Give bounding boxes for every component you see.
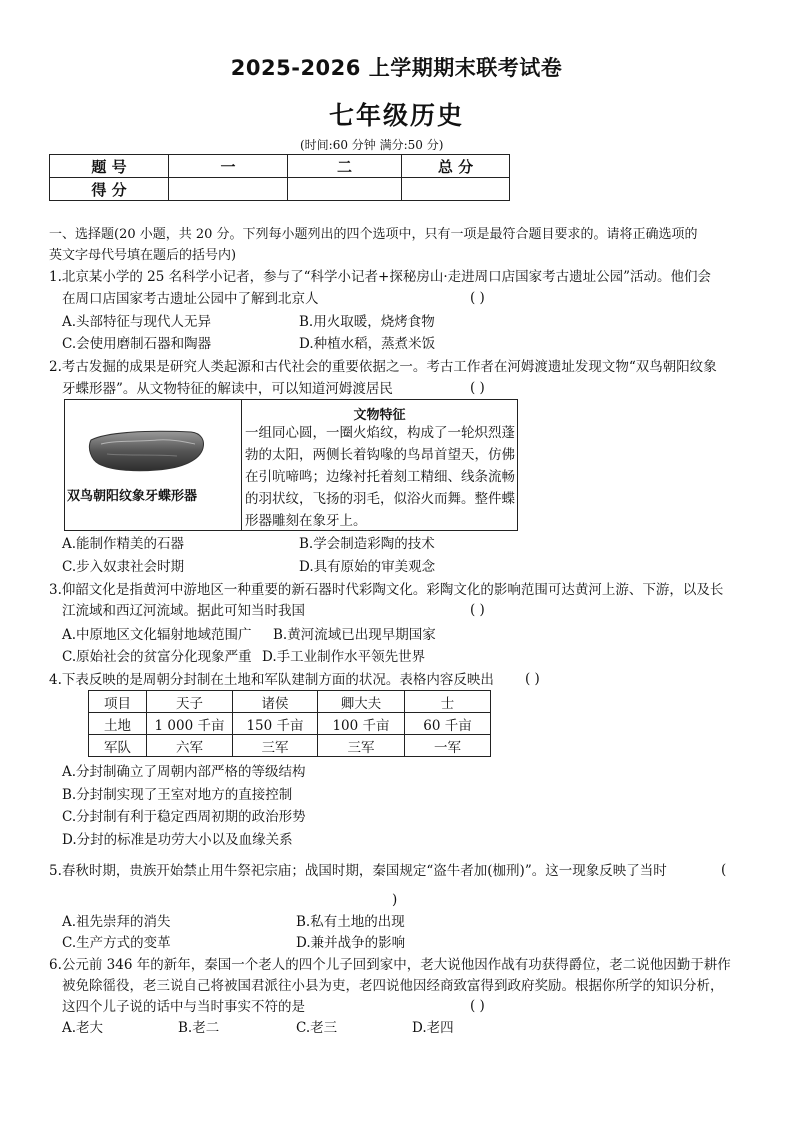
answer-blank[interactable]: ( )	[470, 290, 485, 306]
ivory-butterfly-artifact-icon	[87, 426, 207, 474]
score-input-cell[interactable]	[169, 178, 288, 201]
q6-option-b[interactable]: B.老二	[178, 1020, 220, 1036]
answer-blank[interactable]: ( )	[470, 380, 485, 396]
feudal-table	[88, 690, 491, 757]
q5-option-b[interactable]: B.私有土地的出现	[296, 914, 405, 930]
answer-blank[interactable]: ( )	[470, 998, 485, 1014]
question-3-text: 3.仰韶文化是指黄河中游地区一种重要的新石器时代彩陶文化。彩陶文化的影响范围可达黄河上游、下游，以及长	[49, 582, 724, 598]
q1-option-b[interactable]: B.用火取暖，烧烤食物	[299, 314, 435, 330]
feudal-cell: 六军	[147, 735, 233, 757]
relic-feature-text: 一组同心圆，一圈火焰纹，构成了一轮炽烈蓬勃的太阳，两侧长着钩喙的鸟昂首望天，仿佛在引吭啼鸣；边缘衬托着刻工精细、线条流畅的羽状纹，飞扬的羽毛，似浴火而舞。整件蝶形器雕刻在象牙上。	[245, 425, 515, 529]
score-header-cell: 题 号	[50, 155, 169, 178]
feudal-header-cell: 天子	[147, 691, 233, 713]
question-3-text: 江流域和西辽河流域。据此可知当时我国	[62, 603, 305, 619]
section-instruction-line: 英文字母代号填在题后的括号内)	[49, 248, 237, 263]
question-2-text: 2.考古发掘的成果是研究人类起源和古代社会的重要依据之一。考古工作者在河姆渡遗址发现文物“双鸟朝阳纹象	[49, 359, 717, 375]
question-2-text: 牙蝶形器”。从文物特征的解读中，可以知道河姆渡居民	[62, 381, 393, 397]
q3-option-c[interactable]: C.原始社会的贫富分化现象严重	[62, 649, 252, 665]
feudal-cell: 三军	[233, 735, 318, 757]
score-input-cell[interactable]	[402, 178, 510, 201]
q4-option-d[interactable]: D.分封的标准是功劳大小以及血缘关系	[62, 832, 293, 848]
q5-option-d[interactable]: D.兼并战争的影响	[296, 935, 406, 951]
feudal-header-cell: 项目	[89, 691, 147, 713]
score-header-cell: 一	[169, 155, 288, 178]
answer-blank[interactable]: ( )	[525, 671, 540, 687]
relic-image-cell	[65, 400, 242, 530]
q6-option-d[interactable]: D.老四	[412, 1020, 454, 1036]
q3-option-b[interactable]: B.黄河流域已出现早期国家	[273, 627, 436, 643]
relic-name: 双鸟朝阳纹象牙蝶形器	[67, 489, 198, 504]
question-5-text: 5.春秋时期，贵族开始禁止用牛祭祀宗庙；战国时期，秦国规定“盗牛者加(枷刑)”。这一现象反映了当时	[49, 863, 667, 879]
feudal-cell: 100 千亩	[318, 713, 405, 735]
score-header-cell: 总 分	[402, 155, 510, 178]
relic-table	[64, 399, 518, 531]
answer-blank-open[interactable]: (	[721, 862, 727, 878]
score-input-cell[interactable]	[288, 178, 402, 201]
subject-title: 七年级历史	[328, 101, 464, 130]
q1-option-c[interactable]: C.会使用磨制石器和陶器	[62, 336, 212, 352]
relic-feature-cell	[242, 400, 517, 530]
score-table	[49, 154, 510, 201]
feudal-header-cell: 诸侯	[233, 691, 318, 713]
question-4-text: 4.下表反映的是周朝分封制在土地和军队建制方面的状况。表格内容反映出	[49, 672, 494, 688]
q1-option-a[interactable]: A.头部特征与现代人无异	[62, 314, 212, 330]
section-instruction-line: 一、选择题(20 小题，共 20 分。下列每小题列出的四个选项中，只有一项是最符合题目要求的。请将正确选项的	[49, 227, 698, 242]
question-6-text: 这四个儿子说的话中与当时事实不符的是	[62, 999, 305, 1015]
feudal-cell: 150 千亩	[233, 713, 318, 735]
question-1-text: 在周口店国家考古遗址公园中了解到北京人	[62, 291, 319, 307]
feudal-cell: 1 000 千亩	[147, 713, 233, 735]
feudal-header-cell: 卿大夫	[318, 691, 405, 713]
score-label-cell: 得 分	[50, 178, 169, 201]
q2-option-b[interactable]: B.学会制造彩陶的技术	[299, 536, 435, 552]
q2-option-c[interactable]: C.步入奴隶社会时期	[62, 559, 185, 575]
q4-option-b[interactable]: B.分封制实现了王室对地方的直接控制	[62, 787, 293, 803]
question-1-text: 1.北京某小学的 25 名科学小记者，参与了“科学小记者+探秘房山·走进周口店国家考古遗址公园”活动。他们会	[49, 269, 712, 285]
q6-option-a[interactable]: A.老大	[62, 1020, 104, 1036]
feudal-cell: 60 千亩	[405, 713, 491, 735]
q4-option-a[interactable]: A.分封制确立了周朝内部严格的等级结构	[62, 764, 306, 780]
q4-option-c[interactable]: C.分封制有利于稳定西周初期的政治形势	[62, 809, 306, 825]
q3-option-d[interactable]: D.手工业制作水平领先世界	[262, 649, 426, 665]
q2-option-d[interactable]: D.具有原始的审美观念	[299, 559, 436, 575]
q1-option-d[interactable]: D.种植水稻，蒸煮米饭	[299, 336, 436, 352]
feudal-cell: 土地	[89, 713, 147, 735]
score-header-cell: 二	[288, 155, 402, 178]
relic-feature-heading: 文物特征	[353, 408, 406, 423]
q5-option-c[interactable]: C.生产方式的变革	[62, 935, 171, 951]
exam-meta: (时间:60 分钟 满分:50 分)	[300, 138, 444, 152]
feudal-cell: 三军	[318, 735, 405, 757]
q2-option-a[interactable]: A.能制作精美的石器	[62, 536, 185, 552]
feudal-cell: 一军	[405, 735, 491, 757]
exam-title: 2025-2026 上学期期末联考试卷	[230, 56, 563, 80]
q5-option-a[interactable]: A.祖先崇拜的消失	[62, 914, 171, 930]
question-6-text: 6.公元前 346 年的新年，秦国一个老人的四个儿子回到家中，老大说他因作战有功获得爵位，老二说他因勤于耕作	[49, 957, 731, 973]
answer-blank-close[interactable]: )	[392, 892, 398, 908]
feudal-header-cell: 士	[405, 691, 491, 713]
q6-option-c[interactable]: C.老三	[296, 1020, 338, 1036]
answer-blank[interactable]: ( )	[470, 602, 485, 618]
q3-option-a[interactable]: A.中原地区文化辐射地域范围广	[62, 627, 252, 643]
feudal-cell: 军队	[89, 735, 147, 757]
question-6-text: 被免除徭役，老三说自己将被国君派往小县为吏，老四说他因经商致富得到政府奖励。根据你所学的知识分析，	[62, 978, 724, 994]
